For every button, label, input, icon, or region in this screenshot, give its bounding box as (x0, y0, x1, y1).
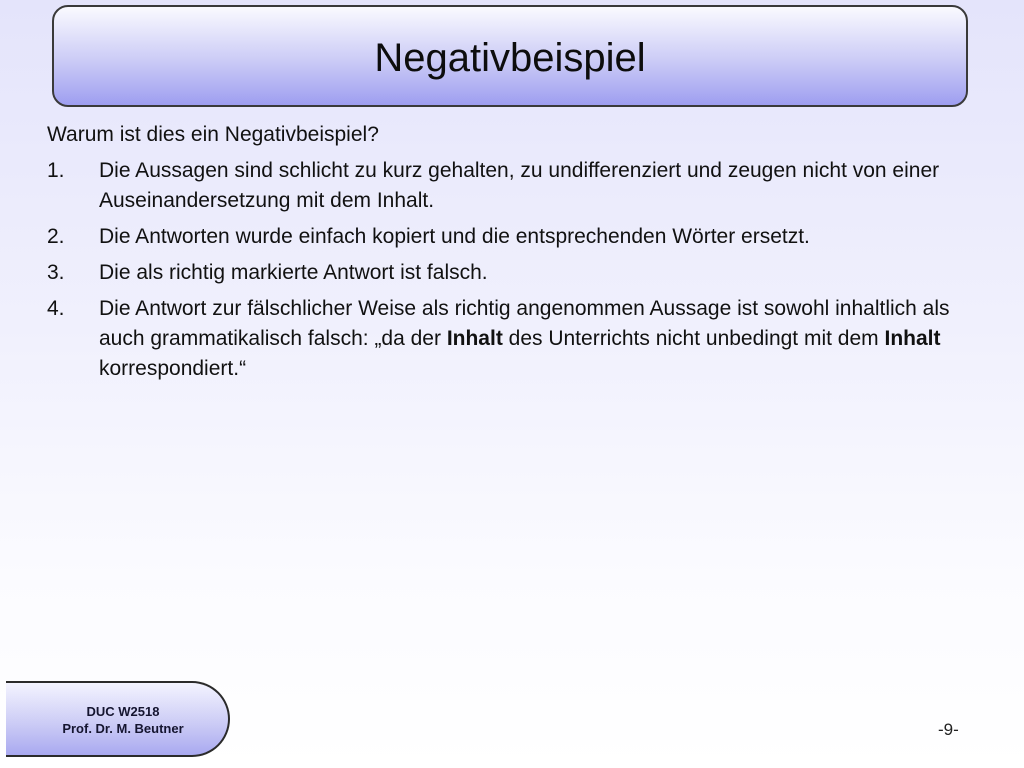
list-item-text: Die Aussagen sind schlicht zu kurz gehalten, zu undifferenziert und zeugen nicht von einer Auseinandersetzung mit dem Inhalt. (99, 159, 940, 212)
footer-text (50, 703, 196, 737)
list-item-text-part: des Unterrichts nicht unbedingt mit dem (502, 327, 885, 350)
title-box (52, 5, 968, 107)
course-code: DUC W2518 (86, 704, 160, 719)
list-item (47, 258, 967, 288)
list-item-number: 2. (47, 225, 65, 248)
reason-list (47, 156, 967, 384)
list-item (47, 222, 967, 252)
list-item (47, 294, 967, 384)
list-item-number: 1. (47, 159, 65, 182)
list-item-text: Die Antworten wurde einfach kopiert und die entsprechenden Wörter ersetzt. (99, 225, 810, 248)
page-number: -9- (938, 720, 959, 739)
list-item-text-part: Die Antwort zur fälschlicher Weise als richtig angenommen Aussage ist sowohl inhaltlich als auch grammatikalisch falsch: „da der (99, 297, 950, 350)
bold-term: Inhalt (446, 327, 503, 350)
list-item-text: Die als richtig markierte Antwort ist falsch. (99, 261, 488, 284)
list-item-text-part: korrespondiert.“ (99, 357, 247, 380)
list-item (47, 156, 967, 216)
list-item-text (99, 294, 967, 384)
list-item-number: 3. (47, 261, 65, 284)
intro-question: Warum ist dies ein Negativbeispiel? (47, 123, 379, 146)
author-name: Prof. Dr. M. Beutner (62, 721, 184, 736)
footer-badge (6, 681, 230, 757)
slide-title: Negativbeispiel (374, 35, 646, 80)
bold-term: Inhalt (884, 327, 941, 350)
list-item-number: 4. (47, 297, 65, 320)
slide-content (47, 120, 967, 390)
